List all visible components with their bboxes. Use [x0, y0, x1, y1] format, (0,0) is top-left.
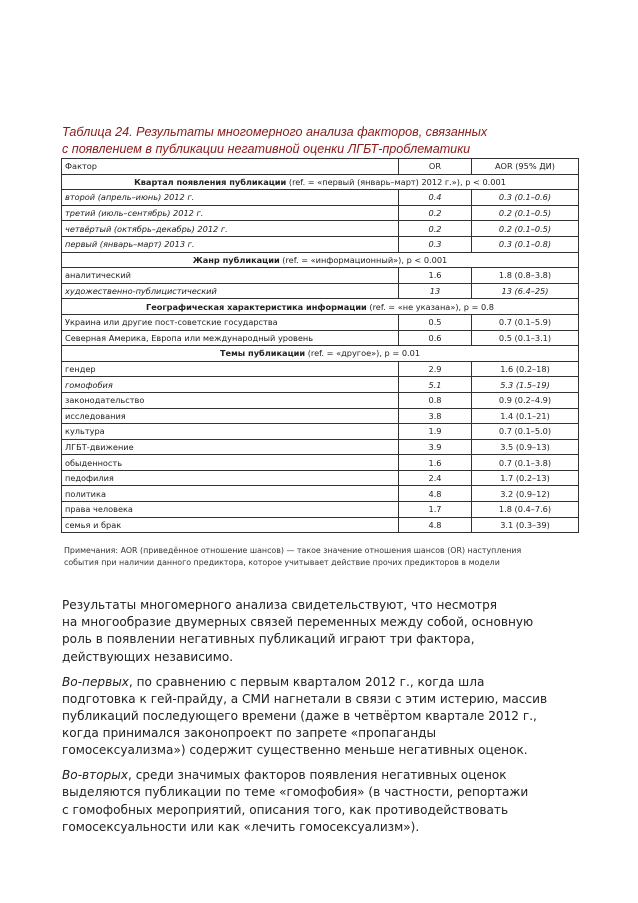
section-ref: (ref. = «другое»), p = 0.01	[305, 348, 421, 359]
factor-cell: гомофобия	[62, 377, 399, 393]
factor-cell: четвёртый (октябрь–декабрь) 2012 г.	[62, 221, 399, 237]
section-title: Квартал появления публикации	[134, 176, 287, 187]
table-header-row	[62, 159, 579, 175]
text-line: роль в появлении негативных публикаций играют три фактора,	[62, 632, 475, 647]
factor-cell: исследования	[62, 408, 399, 424]
text-line	[62, 674, 582, 691]
aor-cell: 1.7 (0.2–13)	[472, 470, 579, 486]
text-line: подготовка к гей-прайду, а СМИ нагнетали в связи с этим истерию, массив	[62, 691, 548, 706]
factor-cell: гендер	[62, 361, 399, 377]
aor-cell: 0.7 (0.1–3.8)	[472, 455, 579, 471]
factor-cell: первый (январь–март) 2013 г.	[62, 236, 399, 252]
aor-cell: 0.9 (0.2–4.9)	[472, 392, 579, 408]
or-cell: 5.1	[399, 377, 472, 393]
table-row	[62, 314, 579, 330]
or-cell: 1.6	[399, 455, 472, 471]
text-line: действующих независимо.	[62, 649, 234, 664]
aor-cell: 1.4 (0.1–21)	[472, 408, 579, 424]
or-cell: 2.9	[399, 361, 472, 377]
factor-cell: Украина или другие пост-советские государства	[62, 314, 399, 330]
text-line: на многообразие двумерных связей переменных между собой, основную	[62, 615, 534, 630]
section-title: Географическая характеристика информации	[145, 301, 367, 312]
aor-cell: 3.1 (0.3–39)	[472, 517, 579, 533]
table-row	[62, 330, 579, 346]
or-cell: 0.2	[399, 205, 472, 221]
table-note	[64, 545, 579, 568]
text-line	[62, 767, 582, 784]
note-line: Примечания: AOR (приведённое отношение шансов) — такое значение отношения шансов (OR) наступления	[64, 546, 522, 555]
section-header	[62, 174, 579, 190]
table-row	[62, 439, 579, 455]
paragraph-1	[62, 597, 582, 666]
table-row	[62, 236, 579, 252]
aor-cell: 3.2 (0.9–12)	[472, 486, 579, 502]
section-header-row	[62, 299, 579, 315]
or-cell: 13	[399, 283, 472, 299]
or-cell: 1.6	[399, 268, 472, 284]
section-header-row	[62, 346, 579, 362]
aor-cell: 3.5 (0.9–13)	[472, 439, 579, 455]
text-line: с гомофобных мероприятий, описания того, как противодействовать	[62, 802, 509, 817]
table-row	[62, 221, 579, 237]
section-header-row	[62, 174, 579, 190]
text-line: выделяются публикации по теме «гомофобия» (в частности, репортажи	[62, 785, 529, 800]
or-cell: 3.9	[399, 439, 472, 455]
text-fragment: , по сравнению с первым кварталом 2012 г., когда шла	[128, 674, 485, 689]
or-cell: 0.4	[399, 190, 472, 206]
aor-cell: 0.3 (0.1–0.6)	[472, 190, 579, 206]
or-cell: 4.8	[399, 486, 472, 502]
factor-cell: Северная Америка, Европа или международный уровень	[62, 330, 399, 346]
or-cell: 3.8	[399, 408, 472, 424]
table-caption	[62, 124, 582, 157]
table-row	[62, 470, 579, 486]
caption-line: Таблица 24. Результаты многомерного анализа факторов, связанных	[62, 125, 488, 139]
table-row	[62, 283, 579, 299]
section-header-row	[62, 252, 579, 268]
section-title: Жанр публикации	[192, 254, 280, 265]
aor-cell: 0.3 (0.1–0.8)	[472, 236, 579, 252]
table-row	[62, 268, 579, 284]
text-line: гомосексуальности или как «лечить гомосексуализм»).	[62, 819, 420, 834]
note-line: события при наличии данного предиктора, которое учитывает действие прочих предикторов в модели	[64, 557, 500, 567]
body-text	[62, 597, 582, 844]
lead-phrase: Во-первых	[62, 674, 129, 689]
section-header	[62, 299, 579, 315]
aor-cell: 0.7 (0.1–5.9)	[472, 314, 579, 330]
or-cell: 0.2	[399, 221, 472, 237]
caption-line: с появлением в публикации негативной оценки ЛГБТ-проблематики	[62, 141, 471, 156]
table-row	[62, 517, 579, 533]
text-line: когда принимался законопроект по запрете «пропаганды	[62, 726, 437, 741]
lead-phrase: Во-вторых	[62, 768, 129, 783]
results-table	[61, 158, 579, 533]
table-row	[62, 502, 579, 518]
factor-cell: семья и брак	[62, 517, 399, 533]
table-row	[62, 190, 579, 206]
table-row	[62, 486, 579, 502]
results-table-body	[62, 159, 579, 533]
section-header	[62, 252, 579, 268]
text-fragment: , среди значимых факторов появления негативных оценок	[128, 768, 507, 783]
table-row	[62, 392, 579, 408]
header-factor: Фактор	[62, 159, 399, 175]
table-row	[62, 455, 579, 471]
aor-cell: 0.2 (0.1–0.5)	[472, 205, 579, 221]
text-line: публикаций последующего времени (даже в четвёртом квартале 2012 г.,	[62, 708, 537, 723]
text-line: Результаты многомерного анализа свидетельствуют, что несмотря	[62, 598, 498, 612]
factor-cell: педофилия	[62, 470, 399, 486]
aor-cell: 1.8 (0.4–7.6)	[472, 502, 579, 518]
aor-cell: 0.5 (0.1–3.1)	[472, 330, 579, 346]
section-title: Темы публикации	[219, 348, 306, 359]
aor-cell: 1.6 (0.2–18)	[472, 361, 579, 377]
or-cell: 1.7	[399, 502, 472, 518]
section-header	[62, 346, 579, 362]
or-cell: 1.9	[399, 424, 472, 440]
factor-cell: третий (июль–сентябрь) 2012 г.	[62, 205, 399, 221]
or-cell: 0.5	[399, 314, 472, 330]
factor-cell: художественно-публицистический	[62, 283, 399, 299]
table-row	[62, 361, 579, 377]
text-line: гомосексуализма») содержит существенно меньше негативных оценок.	[62, 743, 528, 758]
section-ref: (ref. = «не указана»), p = 0.8	[366, 301, 495, 312]
or-cell: 2.4	[399, 470, 472, 486]
or-cell: 0.8	[399, 392, 472, 408]
section-ref: (ref. = «первый (январь–март) 2012 г.»), p < 0.001	[286, 176, 506, 187]
factor-cell: законодательство	[62, 392, 399, 408]
factor-cell: обыденность	[62, 455, 399, 471]
header-or: OR	[399, 159, 472, 175]
factor-cell: культура	[62, 424, 399, 440]
table-row	[62, 377, 579, 393]
paragraph-2	[62, 674, 582, 760]
factor-cell: политика	[62, 486, 399, 502]
or-cell: 4.8	[399, 517, 472, 533]
table-row	[62, 424, 579, 440]
aor-cell: 1.8 (0.8–3.8)	[472, 268, 579, 284]
aor-cell: 0.2 (0.1–0.5)	[472, 221, 579, 237]
aor-cell: 5.3 (1.5–19)	[472, 377, 579, 393]
or-cell: 0.3	[399, 236, 472, 252]
aor-cell: 13 (6.4–25)	[472, 283, 579, 299]
aor-cell: 0.7 (0.1–5.0)	[472, 424, 579, 440]
section-ref: (ref. = «информационный»), p < 0.001	[279, 254, 448, 265]
factor-cell: второй (апрель–июнь) 2012 г.	[62, 190, 399, 206]
factor-cell: ЛГБТ-движение	[62, 439, 399, 455]
factor-cell: аналитический	[62, 268, 399, 284]
header-aor: AOR (95% ДИ)	[472, 159, 579, 175]
table-row	[62, 408, 579, 424]
or-cell: 0.6	[399, 330, 472, 346]
table-row	[62, 205, 579, 221]
paragraph-3	[62, 767, 582, 836]
factor-cell: права человека	[62, 502, 399, 518]
